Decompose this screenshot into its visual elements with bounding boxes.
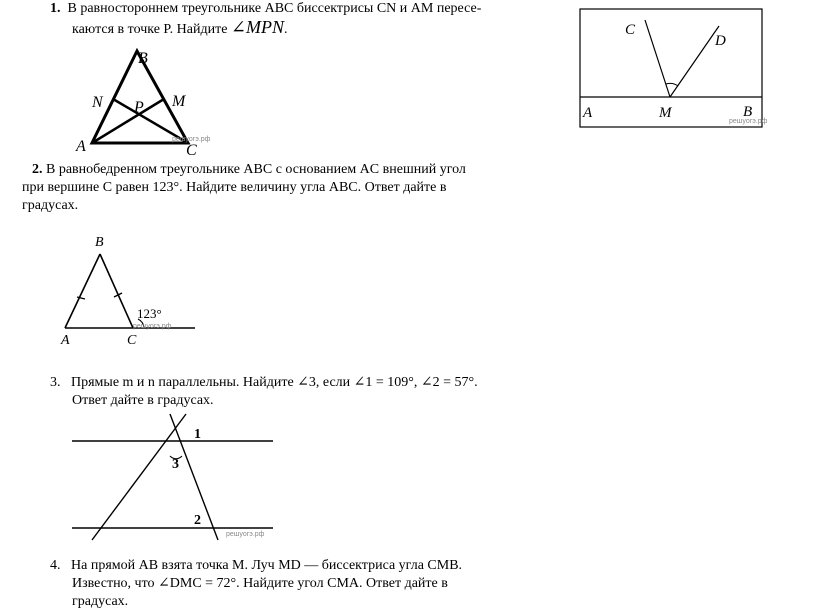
label-c: C: [625, 22, 636, 38]
label-n: N: [92, 94, 103, 111]
problem-1-number: 1.: [50, 1, 61, 16]
problem-1-text: [50, 0, 520, 39]
problem-2-number: 2.: [32, 162, 43, 177]
problem-4-line-2: Известно, что ∠DMC = 72°. Найдите угол CMA. Ответ дайте в: [72, 576, 448, 591]
label-b: B: [95, 235, 104, 250]
label-1: 1: [194, 427, 201, 442]
problem-3-number: 3.: [50, 375, 61, 390]
watermark-2: решуогэ.рф: [133, 323, 172, 330]
problem-4-figure: [579, 8, 769, 130]
watermark-1: решуогэ.рф: [172, 136, 211, 143]
ray-mc: [645, 20, 670, 97]
problem-2-line-1: В равнобедренном треугольнике ABC с основанием AC внешний угол: [46, 162, 466, 177]
side-bc: [100, 254, 133, 328]
label-a: A: [61, 333, 70, 348]
label-a: A: [583, 105, 593, 121]
problem-2-line-3: градусах.: [22, 198, 79, 213]
ray-md: [670, 26, 719, 97]
label-c: C: [186, 142, 197, 159]
problem-4-line-1: На прямой AB взята точка M. Луч MD — биссектриса угла CMB.: [71, 558, 463, 573]
problem-4-text: [50, 557, 520, 611]
problem-1-line-1: В равностороннем треугольнике ABC биссектрисы CN и AM пересе-: [67, 1, 482, 16]
label-a: A: [76, 138, 86, 155]
label-2: 2: [194, 513, 201, 528]
problem-1-line-2-end: .: [284, 22, 288, 37]
label-b: B: [138, 50, 148, 67]
transversal-1: [92, 414, 186, 540]
watermark-4: решуогэ.рф: [729, 118, 768, 125]
label-d: D: [715, 33, 726, 49]
label-m: M: [659, 105, 672, 121]
side-ab: [65, 254, 100, 328]
problem-4-line-3: градусах.: [72, 594, 129, 609]
problem-3-text: [50, 374, 520, 410]
angle-cmd-arc: [666, 83, 678, 86]
label-3: 3: [172, 457, 179, 472]
problem-1-line-2: каются в точке P. Найдите: [72, 22, 231, 37]
problem-1-figure: [76, 45, 220, 159]
problem-3-line-1: Прямые m и n параллельны. Найдите ∠3, если ∠1 = 109°, ∠2 = 57°.: [71, 375, 478, 390]
problem-2-line-2: при вершине C равен 123°. Найдите величину угла ABC. Ответ дайте в: [22, 180, 447, 195]
watermark-3: решуогэ.рф: [226, 531, 265, 538]
problem-4-number: 4.: [50, 558, 61, 573]
label-m: M: [172, 93, 186, 110]
problem-3-figure: [70, 412, 285, 542]
problem-3-line-2: Ответ дайте в градусах.: [72, 393, 214, 408]
problem-2-figure: [55, 232, 205, 347]
label-p: P: [134, 99, 144, 116]
problem-2-text: [22, 161, 518, 215]
label-c: C: [127, 333, 137, 348]
label-angle-123: 123°: [137, 306, 162, 321]
label-b: B: [743, 104, 753, 120]
problem-1-formula: ∠MPN: [230, 17, 284, 37]
